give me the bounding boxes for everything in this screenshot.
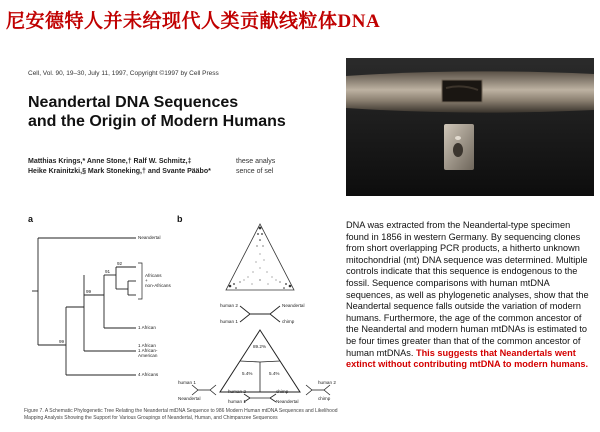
tree-label-african-american-2: 1 African-	[138, 348, 158, 353]
panel-b-label: b	[177, 214, 183, 224]
quartet-label-chimp: chimp	[282, 319, 295, 324]
abstract-snippet	[236, 157, 316, 177]
mapping-pct-top: 89.2%	[253, 344, 267, 349]
authors-line1: Matthias Krings,* Anne Stone,† Ralf W. Schmitz,‡	[28, 158, 192, 165]
paper-title-line1: Neandertal DNA Sequences	[28, 94, 239, 111]
paper-title-line2: and the Origin of Modern Humans	[28, 113, 286, 130]
figure-caption: Figure 7. A Schematic Phylogenetic Tree Relating the Neandertal mtDNA Sequence to 986 Modern Human mtDNA Sequences and Likelihood Mapping Analysis Showing the Support for Various Groupings of Neandertal, Human, and Chimpanzee Sequences	[24, 408, 338, 421]
bottom-label-human2b: human 2	[318, 380, 336, 385]
tree-label-neandertal: Neandertal	[138, 235, 161, 240]
quartet-tree-top	[240, 306, 280, 322]
quartet-label-human1: human 1	[220, 319, 238, 324]
bootstrap-value: 92	[117, 261, 123, 266]
specimen-photo	[346, 58, 594, 196]
bootstrap-value: 99	[59, 339, 65, 344]
clade-bracket	[138, 263, 142, 299]
bottom-label-neandertal: Neandertal	[178, 396, 201, 401]
specimen-photo-svg	[346, 58, 594, 196]
likelihood-mapping-svg	[178, 222, 344, 406]
bottom-label-chimp: chimp	[276, 389, 289, 394]
quartet-label-human2: human 2	[220, 303, 238, 308]
paper-authors	[28, 157, 211, 177]
mapping-pct-right: 5.4%	[269, 371, 280, 376]
tree-label-plus: +	[145, 278, 148, 283]
abstract-snippet-line2: sence of sel	[236, 168, 274, 175]
phylogenetic-tree-svg	[24, 225, 174, 405]
slide-title: 尼安德特人并未给现代人类贡献线粒体DNA	[6, 11, 381, 32]
tree-label-non-africans: non-Africans	[145, 283, 171, 288]
paper-title	[28, 93, 286, 131]
abstract-snippet-line1: these analys	[236, 158, 276, 165]
quartet-tree-bottom-right	[306, 385, 330, 395]
bootstrap-value: 99	[86, 289, 92, 294]
summary-text	[346, 220, 594, 371]
bone-cut-window	[442, 80, 482, 102]
phylogenetic-tree	[24, 225, 174, 405]
authors-line2: Heike Krainitzki,§ Mark Stoneking,† and Svante Pääbo*	[28, 168, 211, 175]
summary-main: DNA was extracted from the Neandertal-type specimen found in 1856 in western Germany. By sequencing clones from short overlapping PCR products, a hitherto unknown mitochondrial (mt) DNA sequence was determined. Multiple controls indicate that this sequence is endogenous to the fossil. Sequence comparisons with human mtDNA sequences, as well as phylogenetic analyses, show that the Neandertal sequence falls outside the variation of modern humans. Furthermore, the age of the common ancestor of the Neandertal and modern human mtDNAs is estimated to be four times greater than that of the common ancestor of human mtDNAs.	[346, 220, 589, 358]
tree-label-four-africans: 4 Africans	[138, 372, 159, 377]
bottom-label-human2: human 2	[228, 389, 246, 394]
paper-citation: Cell, Vol. 90, 19–30, July 11, 1997, Copyright ©1997 by Cell Press	[28, 70, 219, 77]
bottom-label-human1: human 1	[178, 380, 196, 385]
mapping-pct-left: 5.4%	[242, 371, 253, 376]
summary-highlight: This suggests that Neandertals went extinct without contributing mtDNA to modern humans.	[346, 347, 589, 370]
bootstrap-value: 91	[105, 269, 111, 274]
tree-label-african-american-3: American	[138, 353, 158, 358]
bottom-label-human1b: human 1	[228, 399, 246, 404]
tree-label-african-american-1: 1 African	[138, 343, 156, 348]
likelihood-mapping	[178, 222, 344, 406]
quartet-tree-bottom-left	[192, 385, 216, 395]
tree-label-one-african: 1 African	[138, 325, 156, 330]
tree-label-africans: Africans	[145, 273, 162, 278]
mapping-triangle-sections	[240, 361, 280, 392]
bottom-label-neandertal-b: Neandertal	[276, 399, 299, 404]
quartet-tree-bottom-middle	[244, 394, 276, 402]
scatter-points	[229, 227, 292, 289]
panel-a-label: a	[28, 214, 34, 224]
bottom-label-chimp-b: chimp	[318, 396, 331, 401]
quartet-label-neandertal: Neandertal	[282, 303, 305, 308]
